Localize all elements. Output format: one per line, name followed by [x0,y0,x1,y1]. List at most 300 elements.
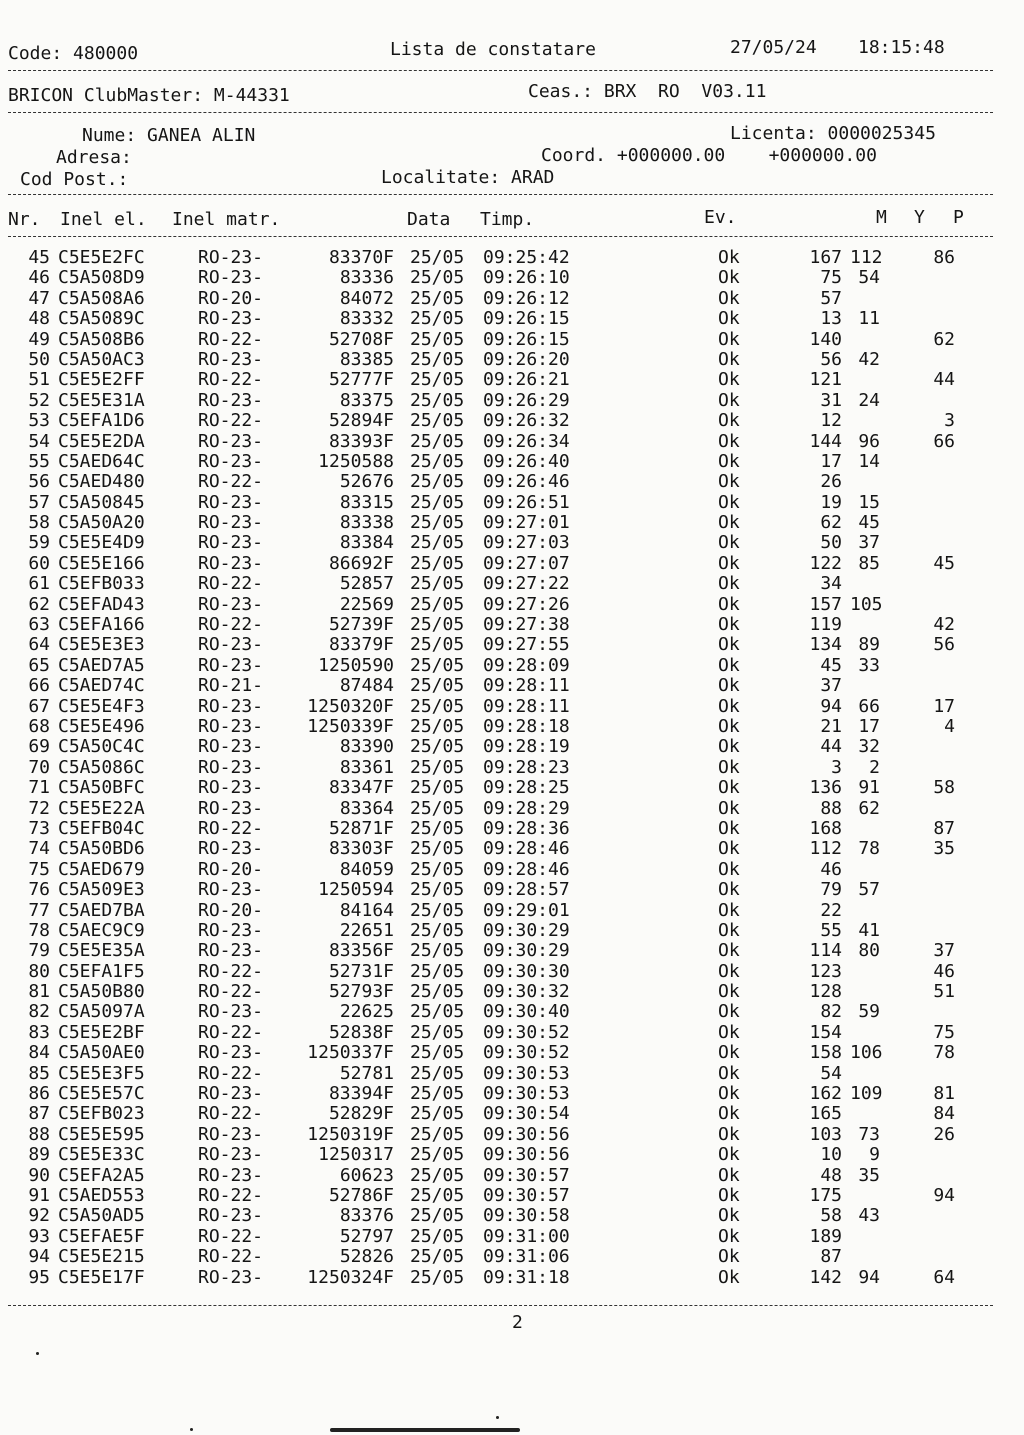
electronic-ring: C5A508B6 [58,328,145,350]
value-m: 75 [820,267,842,289]
arrival-date: 25/05 [410,552,465,574]
arrival-date: 25/05 [410,267,465,289]
table-row [0,248,1024,268]
table-row [0,1043,1024,1063]
event-status: Ok [718,777,740,799]
ring-series: RO-23- [198,1164,264,1186]
col-timp: Timp. [480,209,535,230]
electronic-ring: C5AED553 [58,1184,145,1206]
value-m: 3 [831,756,842,778]
value-m: 82 [820,1001,842,1023]
event-status: Ok [718,369,740,391]
ring-series: RO-23- [198,879,264,901]
event-status: Ok [718,797,740,819]
table-row [0,1104,1024,1124]
coordinates: Coord. +000000.00 +000000.00 [541,145,877,166]
ring-series: RO-23- [198,512,264,534]
value-m: 44 [820,736,842,758]
value-y: 85 [858,552,880,574]
value-y: 43 [858,1205,880,1227]
row-number: 60 [28,552,50,574]
arrival-time: 09:27:26 [483,593,570,615]
divider [8,112,993,113]
table-row [0,676,1024,696]
club-master: BRICON ClubMaster: M-44331 [8,85,290,106]
table-row [0,819,1024,839]
electronic-ring: C5A50AE0 [58,1042,145,1064]
ring-series: RO-22- [198,1062,264,1084]
row-number: 71 [28,777,50,799]
ring-number: 1250590 [318,654,394,676]
arrival-date: 25/05 [410,1103,465,1125]
ring-series: RO-23- [198,940,264,962]
arrival-date: 25/05 [410,858,465,880]
arrival-time: 09:28:18 [483,715,570,737]
electronic-ring: C5E5E31A [58,389,145,411]
table-row [0,533,1024,553]
value-y: 2 [869,756,880,778]
ring-series: RO-23- [198,267,264,289]
arrival-time: 09:26:29 [483,389,570,411]
arrival-time: 09:30:57 [483,1164,570,1186]
value-y: 15 [858,491,880,513]
value-m: 162 [809,1083,842,1105]
electronic-ring: C5E5E3F5 [58,1062,145,1084]
table-row [0,1125,1024,1145]
row-number: 51 [28,369,50,391]
arrival-time: 09:30:56 [483,1123,570,1145]
electronic-ring: C5A50845 [58,491,145,513]
arrival-time: 09:31:00 [483,1225,570,1247]
event-status: Ok [718,817,740,839]
electronic-ring: C5E5E496 [58,715,145,737]
value-p: 46 [933,960,955,982]
table-row [0,268,1024,288]
electronic-ring: C5EFB033 [58,573,145,595]
arrival-time: 09:29:01 [483,899,570,921]
arrival-date: 25/05 [410,675,465,697]
electronic-ring: C5EFA1D6 [58,410,145,432]
electronic-ring: C5EFAE5F [58,1225,145,1247]
event-status: Ok [718,1083,740,1105]
ring-series: RO-22- [198,410,264,432]
value-m: 48 [820,1164,842,1186]
event-status: Ok [718,410,740,432]
document-title: Lista de constatare [390,39,596,60]
ring-series: RO-23- [198,797,264,819]
value-y: 37 [858,532,880,554]
value-y: 11 [858,308,880,330]
ring-series: RO-22- [198,1225,264,1247]
arrival-time: 09:27:01 [483,512,570,534]
event-status: Ok [718,756,740,778]
ring-series: RO-23- [198,1144,264,1166]
event-status: Ok [718,1123,740,1145]
ring-number: 83370F [328,247,394,268]
value-y: 112 [850,247,883,268]
scan-speck [36,1352,39,1355]
value-y: 59 [858,1001,880,1023]
ring-number: 83379F [328,634,394,656]
event-status: Ok [718,614,740,636]
arrival-time: 09:28:11 [483,695,570,717]
row-number: 62 [28,593,50,615]
row-number: 81 [28,981,50,1003]
ring-series: RO-23- [198,348,264,370]
electronic-ring: C5A508A6 [58,287,145,309]
address: Adresa: [56,147,132,168]
arrival-date: 25/05 [410,1123,465,1145]
electronic-ring: C5E5E215 [58,1246,145,1268]
table-row [0,1145,1024,1165]
event-status: Ok [718,267,740,289]
arrival-time: 09:30:54 [483,1103,570,1125]
row-number: 80 [28,960,50,982]
electronic-ring: C5AED7BA [58,899,145,921]
electronic-ring: C5E5E35A [58,940,145,962]
row-number: 56 [28,471,50,493]
ring-series: RO-23- [198,1042,264,1064]
value-m: 37 [820,675,842,697]
value-m: 62 [820,512,842,534]
table-row [0,411,1024,431]
ring-series: RO-23- [198,308,264,330]
value-y: 35 [858,1164,880,1186]
table-row [0,880,1024,900]
arrival-date: 25/05 [410,308,465,330]
license: Licenta: 0000025345 [730,123,936,144]
arrival-time: 09:26:20 [483,348,570,370]
ring-series: RO-23- [198,450,264,472]
arrival-date: 25/05 [410,450,465,472]
value-m: 154 [809,1021,842,1043]
ring-number: 84072 [339,287,394,309]
ring-series: RO-23- [198,430,264,452]
event-status: Ok [718,1164,740,1186]
value-m: 189 [809,1225,842,1247]
value-y: 17 [858,715,880,737]
arrival-date: 25/05 [410,654,465,676]
row-number: 69 [28,736,50,758]
value-p: 4 [944,715,955,737]
table-row [0,778,1024,798]
arrival-time: 09:28:57 [483,879,570,901]
value-p: 75 [933,1021,955,1043]
ring-number: 52739F [328,614,394,636]
value-p: 58 [933,777,955,799]
ring-series: RO-23- [198,593,264,615]
row-number: 47 [28,287,50,309]
arrival-date: 25/05 [410,573,465,595]
value-m: 119 [809,614,842,636]
event-status: Ok [718,1021,740,1043]
electronic-ring: C5E5E2FF [58,369,145,391]
row-number: 68 [28,715,50,737]
electronic-ring: C5E5E33C [58,1144,145,1166]
arrival-date: 25/05 [410,593,465,615]
divider [8,1305,993,1306]
electronic-ring: C5EFB04C [58,817,145,839]
row-number: 67 [28,695,50,717]
ring-number: 1250588 [318,450,394,472]
value-m: 21 [820,715,842,737]
row-number: 65 [28,654,50,676]
table-row [0,1064,1024,1084]
value-m: 88 [820,797,842,819]
electronic-ring: C5E5E22A [58,797,145,819]
event-status: Ok [718,491,740,513]
row-number: 66 [28,675,50,697]
ring-number: 83336 [339,267,394,289]
arrival-time: 09:30:40 [483,1001,570,1023]
event-status: Ok [718,981,740,1003]
row-number: 79 [28,940,50,962]
value-m: 34 [820,573,842,595]
ring-series: RO-23- [198,756,264,778]
value-m: 26 [820,471,842,493]
table-row [0,635,1024,655]
ring-series: RO-23- [198,695,264,717]
electronic-ring: C5E5E4F3 [58,695,145,717]
ring-number: 52826 [339,1246,394,1268]
col-data: Data [407,209,451,230]
event-status: Ok [718,552,740,574]
arrival-date: 25/05 [410,695,465,717]
event-status: Ok [718,247,740,268]
value-p: 35 [933,838,955,860]
value-m: 167 [809,247,842,268]
table-row [0,1206,1024,1226]
arrival-time: 09:27:38 [483,614,570,636]
electronic-ring: C5A5097A [58,1001,145,1023]
table-row [0,513,1024,533]
event-status: Ok [718,450,740,472]
arrival-date: 25/05 [410,247,465,268]
event-status: Ok [718,960,740,982]
ring-series: RO-23- [198,1001,264,1023]
event-status: Ok [718,879,740,901]
arrival-time: 09:28:09 [483,654,570,676]
row-number: 90 [28,1164,50,1186]
ring-number: 83384 [339,532,394,554]
value-y: 105 [850,593,883,615]
table-row [0,860,1024,880]
electronic-ring: C5E5E166 [58,552,145,574]
row-number: 48 [28,308,50,330]
col-inel-matr: Inel matr. [172,209,281,230]
value-m: 56 [820,348,842,370]
row-number: 88 [28,1123,50,1145]
arrival-date: 25/05 [410,634,465,656]
arrival-time: 09:30:58 [483,1205,570,1227]
arrival-time: 09:30:56 [483,1144,570,1166]
arrival-date: 25/05 [410,1144,465,1166]
arrival-date: 25/05 [410,512,465,534]
ring-number: 52777F [328,369,394,391]
table-row [0,595,1024,615]
electronic-ring: C5EFA1F5 [58,960,145,982]
table-row [0,982,1024,1002]
ring-number: 83338 [339,512,394,534]
row-number: 85 [28,1062,50,1084]
event-status: Ok [718,1103,740,1125]
table-row [0,962,1024,982]
value-m: 50 [820,532,842,554]
value-y: 89 [858,634,880,656]
ring-number: 1250320F [307,695,394,717]
electronic-ring: C5AED679 [58,858,145,880]
row-number: 77 [28,899,50,921]
event-status: Ok [718,328,740,350]
value-p: 3 [944,410,955,432]
value-p: 64 [933,1266,955,1288]
table-row [0,737,1024,757]
ring-series: RO-23- [198,919,264,941]
event-status: Ok [718,348,740,370]
ring-series: RO-22- [198,614,264,636]
row-number: 84 [28,1042,50,1064]
electronic-ring: C5E5E17F [58,1266,145,1288]
ring-series: RO-22- [198,1184,264,1206]
value-m: 31 [820,389,842,411]
ring-series: RO-23- [198,1266,264,1288]
event-status: Ok [718,736,740,758]
arrival-date: 25/05 [410,960,465,982]
arrival-time: 09:28:46 [483,858,570,880]
value-y: 106 [850,1042,883,1064]
event-status: Ok [718,512,740,534]
col-p: P [953,207,964,228]
ring-series: RO-23- [198,777,264,799]
arrival-date: 25/05 [410,328,465,350]
value-m: 22 [820,899,842,921]
value-m: 19 [820,491,842,513]
arrival-date: 25/05 [410,715,465,737]
ring-number: 84059 [339,858,394,880]
value-m: 136 [809,777,842,799]
ring-number: 83361 [339,756,394,778]
electronic-ring: C5EFB023 [58,1103,145,1125]
event-status: Ok [718,634,740,656]
arrival-time: 09:28:36 [483,817,570,839]
ring-series: RO-23- [198,1083,264,1105]
ring-series: RO-22- [198,981,264,1003]
ring-series: RO-22- [198,369,264,391]
ring-series: RO-20- [198,858,264,880]
table-row [0,554,1024,574]
arrival-time: 09:28:29 [483,797,570,819]
ring-series: RO-20- [198,287,264,309]
electronic-ring: C5A50A20 [58,512,145,534]
ring-number: 52871F [328,817,394,839]
value-y: 78 [858,838,880,860]
ring-number: 83347F [328,777,394,799]
event-status: Ok [718,1144,740,1166]
value-y: 41 [858,919,880,941]
value-y: 33 [858,654,880,676]
value-m: 157 [809,593,842,615]
value-m: 57 [820,287,842,309]
value-p: 37 [933,940,955,962]
table-row [0,901,1024,921]
ring-number: 52857 [339,573,394,595]
value-m: 46 [820,858,842,880]
col-nr: Nr. [8,209,41,230]
arrival-time: 09:30:30 [483,960,570,982]
arrival-time: 09:30:32 [483,981,570,1003]
row-number: 73 [28,817,50,839]
event-status: Ok [718,654,740,676]
value-p: 94 [933,1184,955,1206]
row-number: 76 [28,879,50,901]
col-y: Y [914,207,925,228]
value-m: 45 [820,654,842,676]
ring-series: RO-23- [198,491,264,513]
arrival-time: 09:27:07 [483,552,570,574]
arrival-time: 09:26:21 [483,369,570,391]
electronic-ring: C5A50AD5 [58,1205,145,1227]
row-number: 87 [28,1103,50,1125]
ring-number: 83332 [339,308,394,330]
arrival-time: 09:30:53 [483,1083,570,1105]
row-number: 82 [28,1001,50,1023]
electronic-ring: C5E5E57C [58,1083,145,1105]
arrival-time: 09:27:55 [483,634,570,656]
arrival-time: 09:28:46 [483,838,570,860]
event-status: Ok [718,1042,740,1064]
event-status: Ok [718,675,740,697]
value-m: 123 [809,960,842,982]
value-y: 96 [858,430,880,452]
arrival-time: 09:28:19 [483,736,570,758]
arrival-date: 25/05 [410,614,465,636]
arrival-date: 25/05 [410,430,465,452]
table-row [0,1084,1024,1104]
value-m: 10 [820,1144,842,1166]
arrival-date: 25/05 [410,1184,465,1206]
table-row [0,574,1024,594]
arrival-date: 25/05 [410,1266,465,1288]
value-m: 13 [820,308,842,330]
clock-info: Ceas.: BRX RO V03.11 [528,81,767,102]
arrival-date: 25/05 [410,1164,465,1186]
table-row [0,493,1024,513]
event-status: Ok [718,1062,740,1084]
ring-number: 22569 [339,593,394,615]
row-number: 78 [28,919,50,941]
arrival-date: 25/05 [410,756,465,778]
divider [8,194,993,195]
ring-number: 52793F [328,981,394,1003]
ring-number: 60623 [339,1164,394,1186]
electronic-ring: C5EFA2A5 [58,1164,145,1186]
electronic-ring: C5EFAD43 [58,593,145,615]
ring-number: 52708F [328,328,394,350]
electronic-ring: C5A5086C [58,756,145,778]
event-status: Ok [718,287,740,309]
row-number: 72 [28,797,50,819]
ring-series: RO-22- [198,960,264,982]
row-number: 46 [28,267,50,289]
electronic-ring: C5E5E2FC [58,247,145,268]
arrival-time: 09:28:25 [483,777,570,799]
table-row [0,697,1024,717]
ring-number: 83376 [339,1205,394,1227]
ring-number: 84164 [339,899,394,921]
arrival-date: 25/05 [410,1042,465,1064]
records-table [0,248,1024,1288]
value-m: 121 [809,369,842,391]
